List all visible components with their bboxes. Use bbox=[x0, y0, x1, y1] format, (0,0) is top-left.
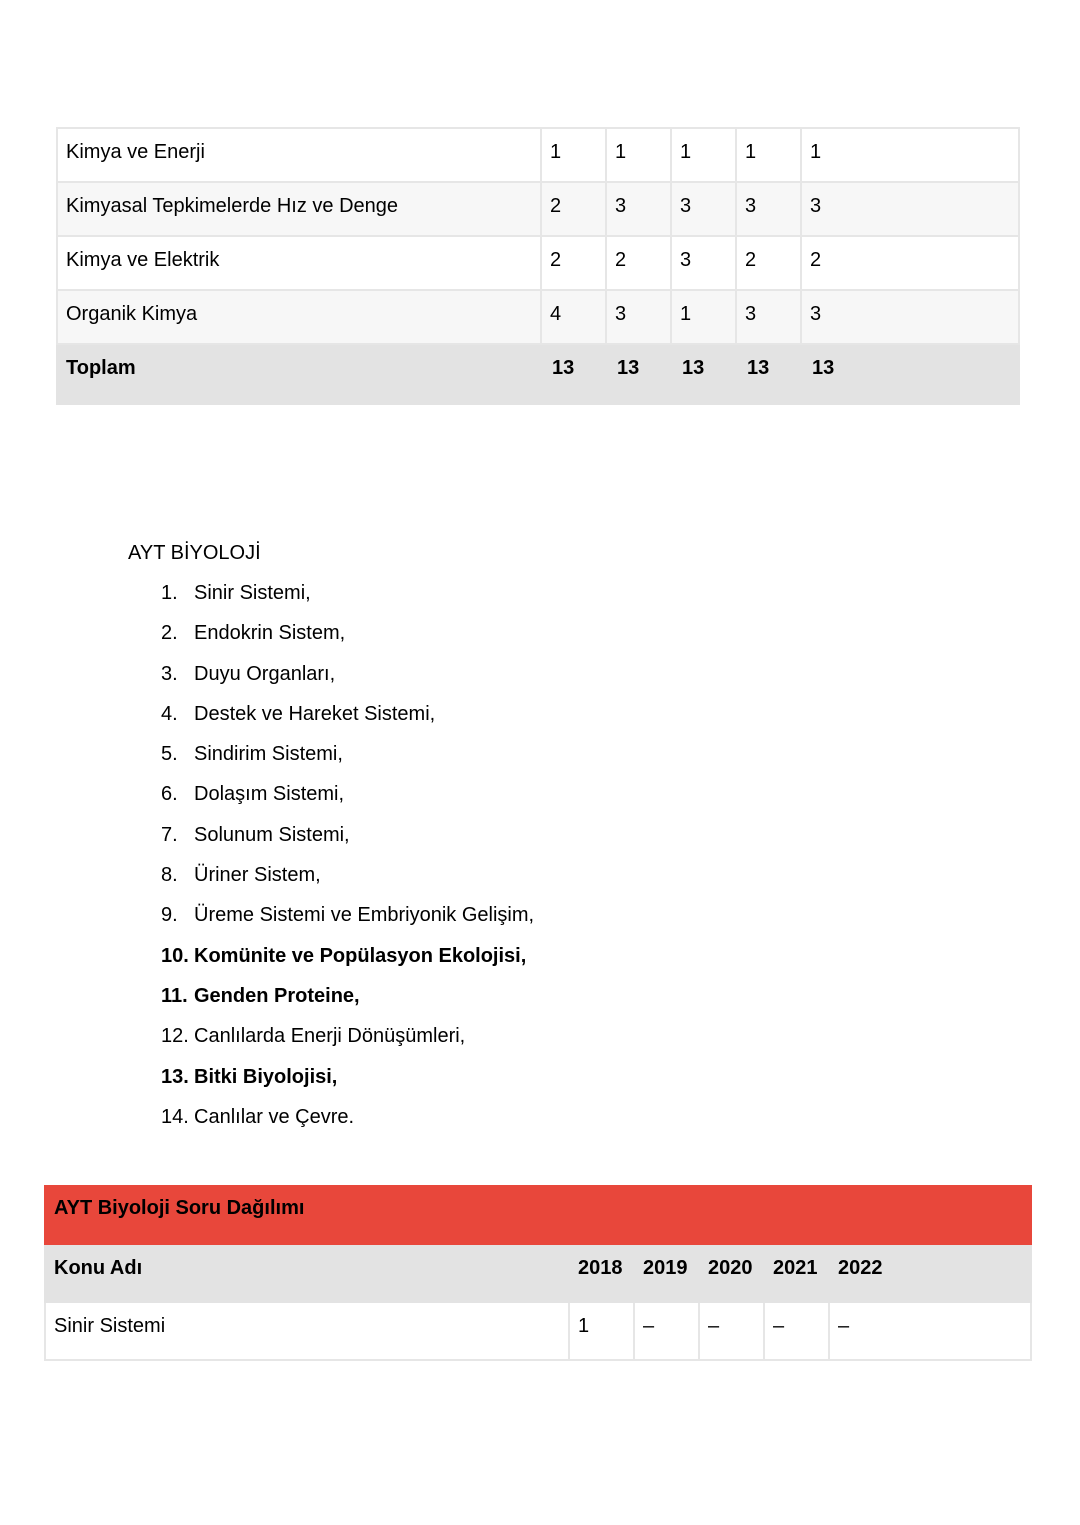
column-header: Konu Adı bbox=[45, 1244, 569, 1302]
table-row bbox=[57, 128, 1019, 182]
value-cell: 2 bbox=[736, 236, 801, 290]
value-cell: – bbox=[699, 1302, 764, 1360]
chemistry-table bbox=[56, 127, 1020, 405]
column-header: 2018 bbox=[569, 1244, 634, 1302]
list-item: 14. Canlılar ve Çevre. bbox=[161, 1105, 355, 1128]
value-cell: 1 bbox=[801, 128, 1019, 182]
table-header-row bbox=[45, 1244, 1031, 1302]
table-row bbox=[45, 1302, 1031, 1360]
list-item: 11. Genden Proteine, bbox=[161, 984, 360, 1007]
list-item: 6. Dolaşım Sistemi, bbox=[161, 783, 345, 806]
value-cell: 2 bbox=[541, 182, 606, 236]
value-cell: 3 bbox=[736, 290, 801, 344]
total-row bbox=[57, 344, 1019, 404]
value-cell: 2 bbox=[606, 236, 671, 290]
column-header: 2020 bbox=[699, 1244, 764, 1302]
value-cell: 2 bbox=[801, 236, 1019, 290]
value-cell: 3 bbox=[736, 182, 801, 236]
value-cell: 3 bbox=[606, 290, 671, 344]
list-item: 4. Destek ve Hareket Sistemi, bbox=[161, 702, 436, 725]
value-cell: 4 bbox=[541, 290, 606, 344]
list-item: 5. Sindirim Sistemi, bbox=[161, 743, 343, 766]
value-cell: 1 bbox=[671, 128, 736, 182]
list-item: 12. Canlılarda Enerji Dönüşümleri, bbox=[161, 1025, 466, 1048]
list-item: 8. Üriner Sistem, bbox=[161, 864, 321, 887]
value-cell: – bbox=[764, 1302, 829, 1360]
list-item: 9. Üreme Sistemi ve Embriyonik Gelişim, bbox=[161, 904, 535, 927]
value-cell: 1 bbox=[569, 1302, 634, 1360]
list-item: 3. Duyu Organları, bbox=[161, 662, 336, 685]
value-cell: 3 bbox=[606, 182, 671, 236]
list-item: 7. Solunum Sistemi, bbox=[161, 823, 350, 846]
value-cell: – bbox=[829, 1302, 1031, 1360]
value-cell: 3 bbox=[801, 290, 1019, 344]
total-value: 13 bbox=[736, 344, 801, 404]
total-value: 13 bbox=[671, 344, 736, 404]
table-title: AYT Biyoloji Soru Dağılımı bbox=[45, 1186, 1031, 1244]
topic-cell: Kimya ve Elektrik bbox=[57, 236, 541, 290]
list-item: 13. Bitki Biyolojisi, bbox=[161, 1065, 338, 1088]
total-value: 13 bbox=[801, 344, 1019, 404]
value-cell: 3 bbox=[671, 182, 736, 236]
value-cell: 1 bbox=[606, 128, 671, 182]
biology-distribution-table bbox=[44, 1185, 1032, 1361]
column-header: 2019 bbox=[634, 1244, 699, 1302]
column-header: 2022 bbox=[829, 1244, 1031, 1302]
total-value: 13 bbox=[606, 344, 671, 404]
topic-cell: Sinir Sistemi bbox=[45, 1302, 569, 1360]
column-header: 2021 bbox=[764, 1244, 829, 1302]
topic-cell: Kimyasal Tepkimelerde Hız ve Denge bbox=[57, 182, 541, 236]
value-cell: 3 bbox=[671, 236, 736, 290]
list-item: 10. Komünite ve Popülasyon Ekolojisi, bbox=[161, 944, 527, 967]
table-row bbox=[57, 236, 1019, 290]
topic-cell: Kimya ve Enerji bbox=[57, 128, 541, 182]
section-title: AYT BİYOLOJİ bbox=[128, 542, 261, 564]
table-row bbox=[57, 290, 1019, 344]
total-value: 13 bbox=[541, 344, 606, 404]
value-cell: 3 bbox=[801, 182, 1019, 236]
topic-list bbox=[128, 580, 534, 1130]
list-item: 1. Sinir Sistemi, bbox=[161, 582, 311, 604]
table-row bbox=[57, 182, 1019, 236]
value-cell: 1 bbox=[541, 128, 606, 182]
value-cell: 2 bbox=[541, 236, 606, 290]
value-cell: 1 bbox=[736, 128, 801, 182]
biology-topics-section bbox=[128, 540, 534, 1144]
total-label: Toplam bbox=[57, 344, 541, 404]
topic-cell: Organik Kimya bbox=[57, 290, 541, 344]
list-item: 2. Endokrin Sistem, bbox=[161, 622, 346, 645]
value-cell: – bbox=[634, 1302, 699, 1360]
table-title-row bbox=[45, 1186, 1031, 1244]
value-cell: 1 bbox=[671, 290, 736, 344]
